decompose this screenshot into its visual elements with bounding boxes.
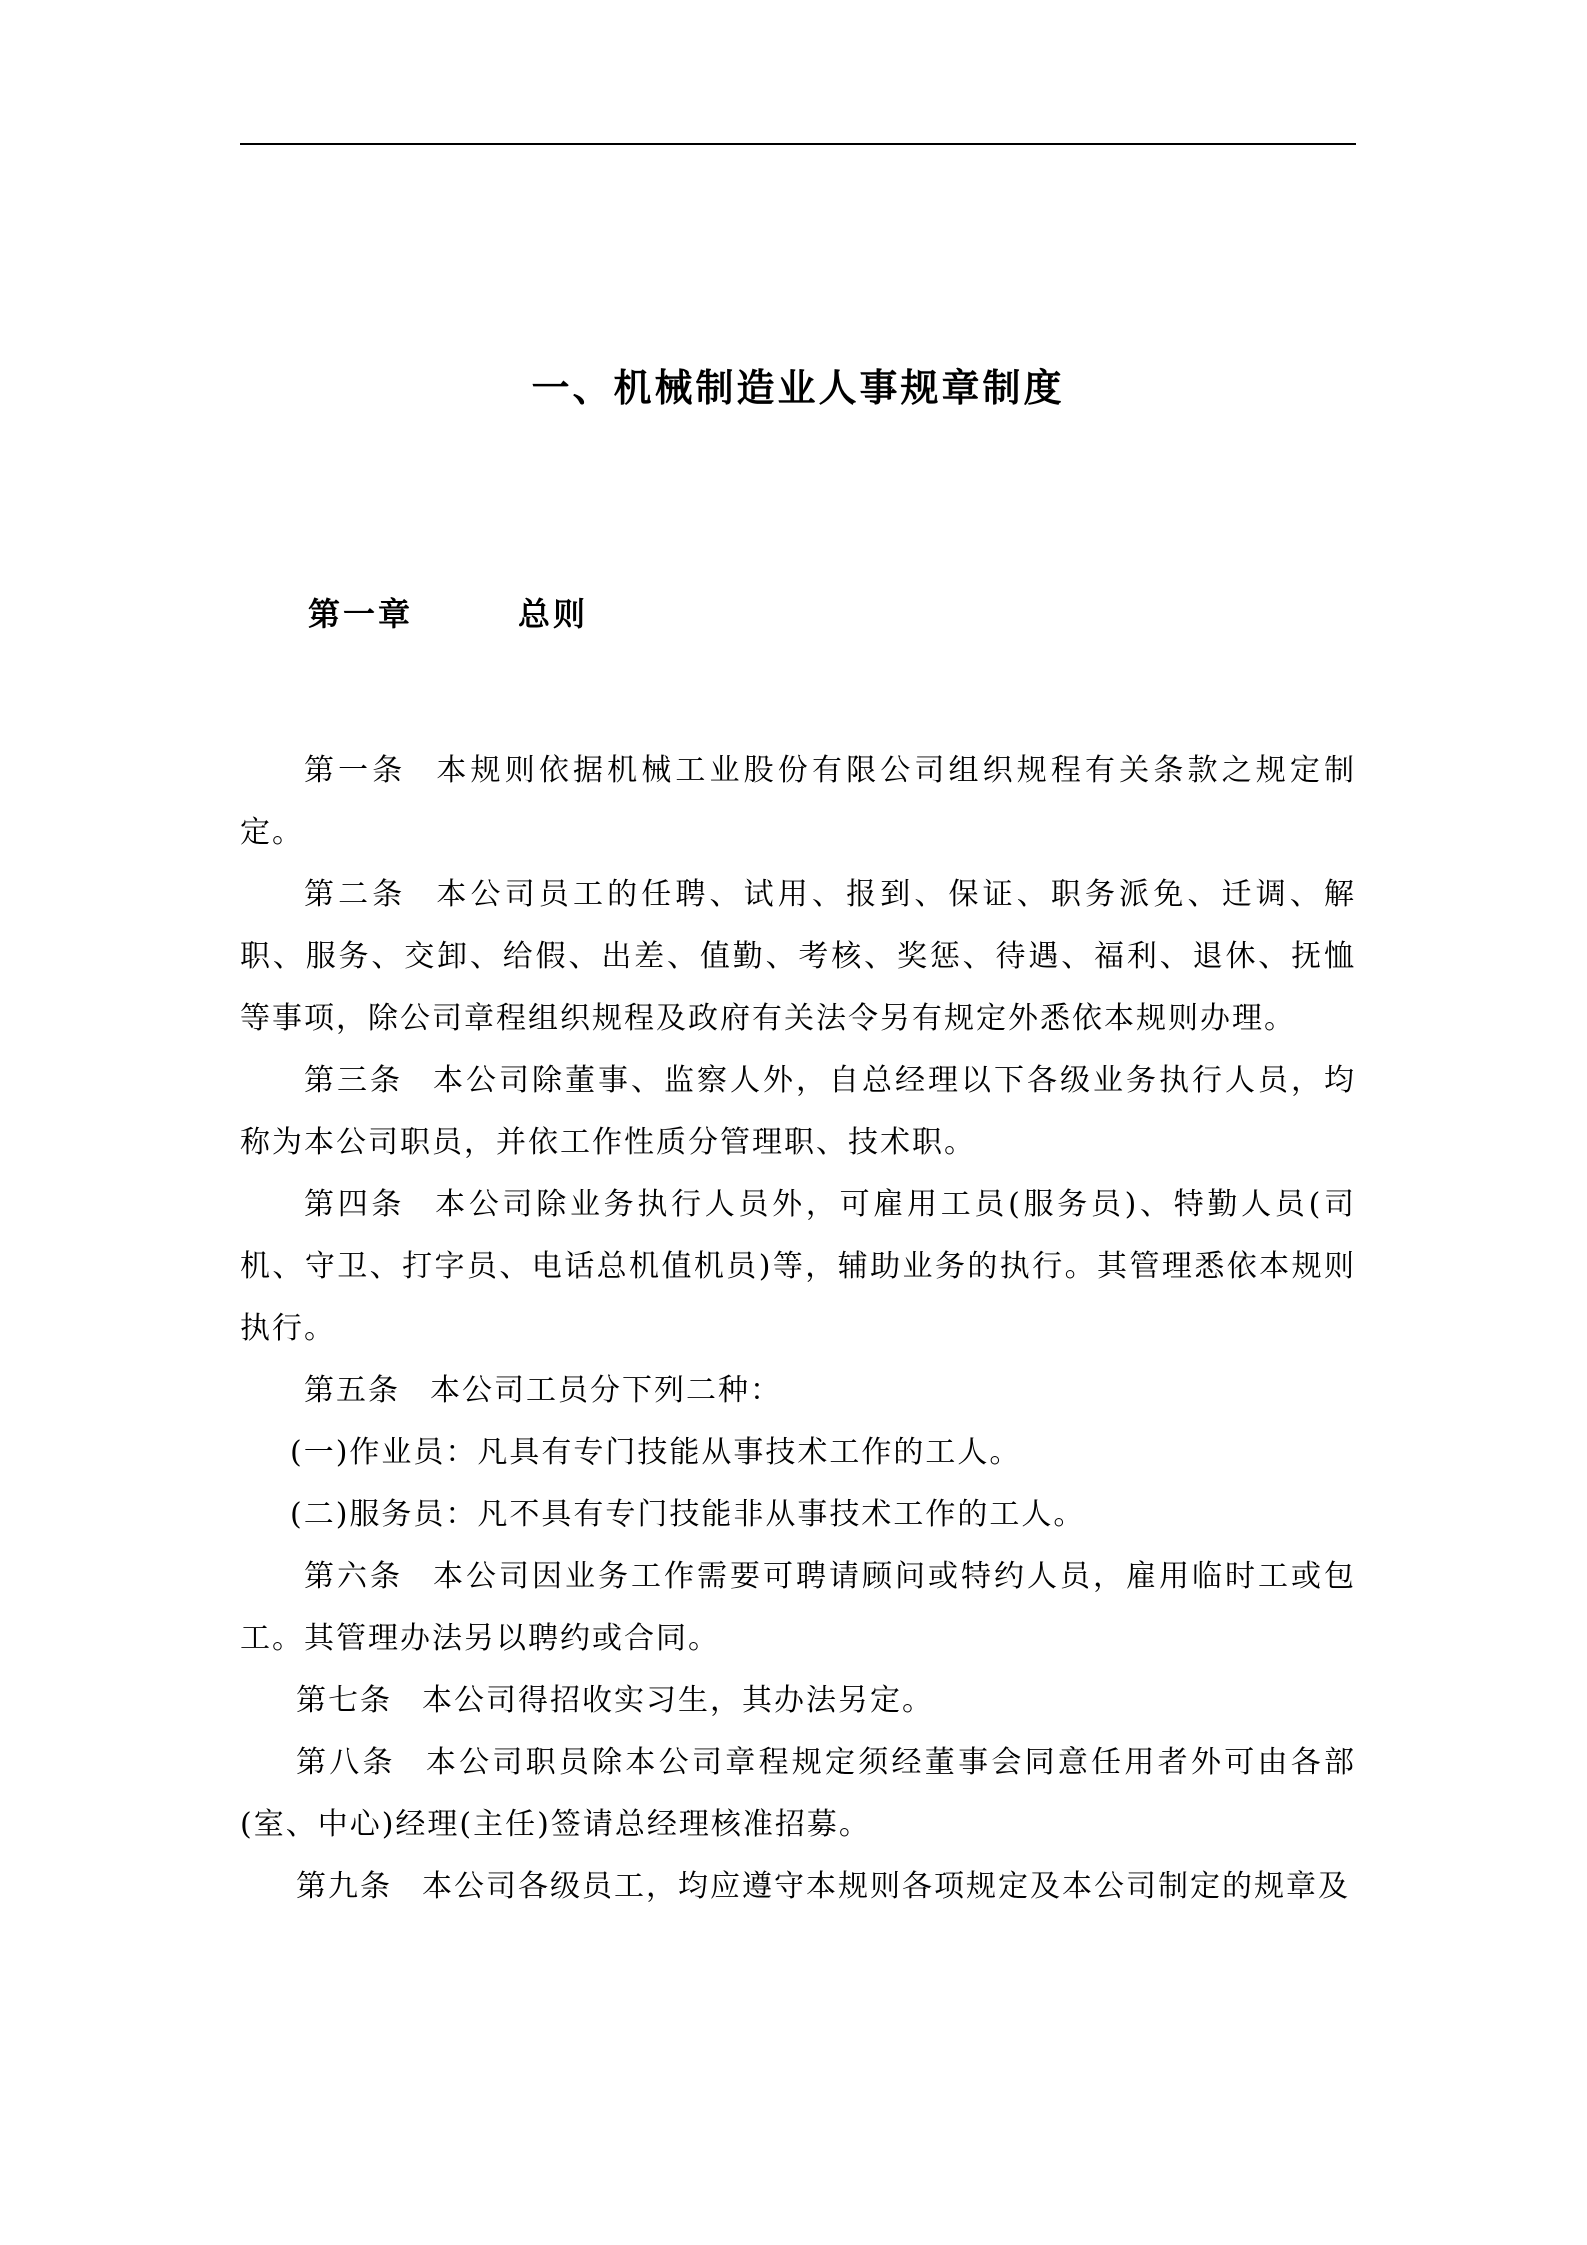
article-label: 第七条 — [296, 1683, 392, 1718]
article-4 — [240, 1174, 1356, 1360]
document-body — [240, 740, 1356, 1918]
article-text: 本公司工员分下列二种： — [430, 1373, 782, 1408]
article-text: 本公司得招收实习生，其办法另定。 — [422, 1683, 934, 1718]
article-text: 本公司职员除本公司章程规定须经董事会同意任用者外可由各部(室、中心)经理(主任)签请总经理核准招募。 — [240, 1745, 1357, 1842]
article-label: 第二条 — [304, 877, 407, 912]
article-label: 第九条 — [296, 1869, 392, 1904]
article-label: 第六条 — [304, 1559, 403, 1594]
article-text: 本规则依据机械工业股份有限公司组织规程有关条款之规定制定。 — [240, 753, 1357, 850]
article-text: 本公司除董事、监察人外，自总经理以下各级业务执行人员，均称为本公司职员，并依工作性质分管理职、技术职。 — [240, 1063, 1356, 1160]
article-text: 本公司各级员工，均应遵守本规则各项规定及本公司制定的规章及 — [422, 1869, 1350, 1904]
chapter-number: 第一章 — [308, 595, 414, 633]
article-text: 本公司因业务工作需要可聘请顾问或特约人员，雇用临时工或包工。其管理办法另以聘约或合同。 — [240, 1559, 1356, 1656]
article-text: 本公司除业务执行人员外，可雇用工员(服务员)、特勤人员(司机、守卫、打字员、电话总机值机员)等，辅助业务的执行。其管理悉依本规则执行。 — [240, 1187, 1356, 1346]
article-label: 第五条 — [304, 1373, 400, 1408]
article-label: 第三条 — [304, 1063, 403, 1098]
article-8 — [240, 1732, 1356, 1856]
article-9 — [240, 1856, 1356, 1918]
list-item-2: (二)服务员：凡不具有专门技能非从事技术工作的工人。 — [290, 1497, 1086, 1532]
article-label: 第四条 — [304, 1187, 406, 1222]
article-3 — [240, 1050, 1356, 1174]
document-title: 一、机械制造业人事规章制度 — [531, 365, 1065, 410]
header-rule — [240, 143, 1356, 145]
article-5 — [240, 1360, 1356, 1422]
article-2 — [240, 864, 1356, 1050]
article-text: 本公司员工的任聘、试用、报到、保证、职务派免、迁调、解职、服务、交卸、给假、出差、值勤、考核、奖惩、待遇、福利、退休、抚恤等事项，除公司章程组织规程及政府有关法令另有规定外悉依本规则办理。 — [240, 877, 1357, 1036]
article-6 — [240, 1546, 1356, 1670]
chapter-heading — [308, 592, 588, 636]
chapter-name: 总则 — [518, 595, 589, 633]
article-7 — [240, 1670, 1356, 1732]
article-label: 第一条 — [304, 753, 407, 788]
article-label: 第八条 — [296, 1745, 396, 1780]
article-1 — [240, 740, 1356, 864]
list-item-1: (一)作业员：凡具有专门技能从事技术工作的工人。 — [290, 1435, 1022, 1470]
